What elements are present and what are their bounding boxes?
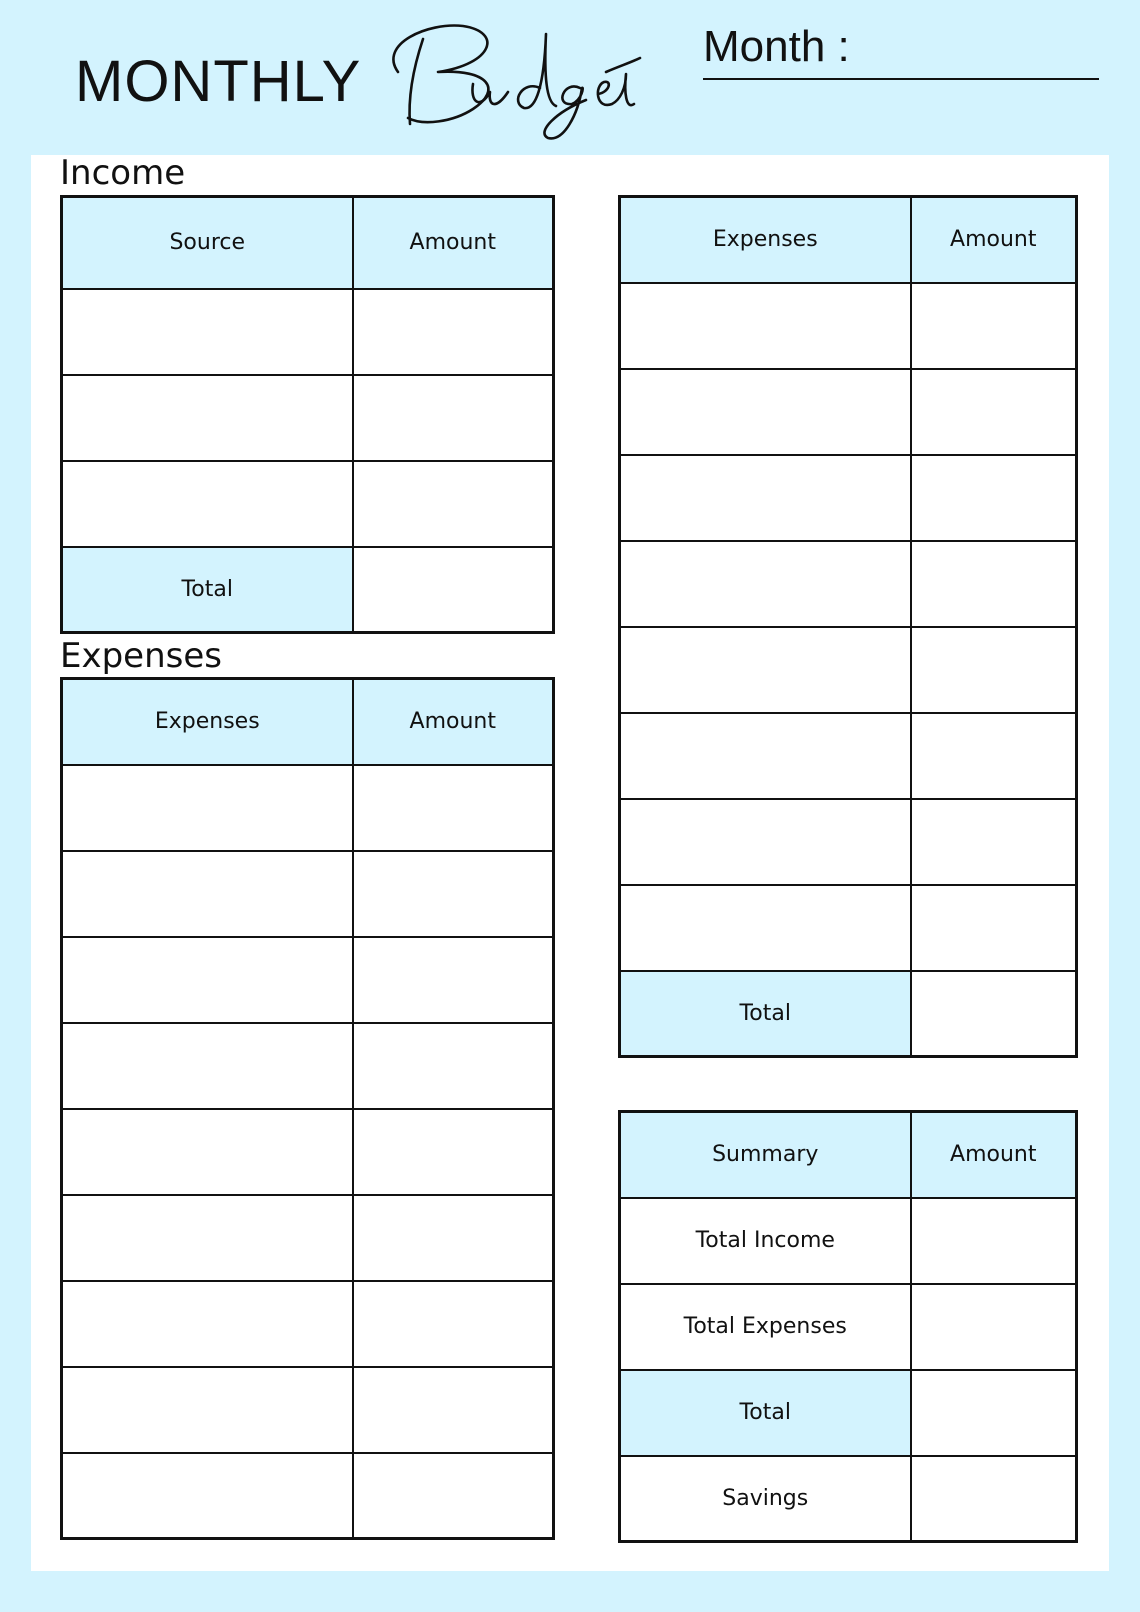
expense-name-cell[interactable] — [620, 885, 911, 971]
expense-name-cell[interactable] — [620, 799, 911, 885]
expense-amount-cell[interactable] — [353, 1281, 554, 1367]
expense-amount-cell[interactable] — [353, 1195, 554, 1281]
summary-savings-label: Savings — [620, 1456, 911, 1542]
expense-amount-cell[interactable] — [353, 1453, 554, 1539]
income-source-cell[interactable] — [62, 289, 353, 375]
expense-name-cell[interactable] — [62, 1367, 353, 1453]
income-total-label: Total — [62, 547, 353, 633]
expense-amount-cell[interactable] — [911, 799, 1077, 885]
expense-name-cell[interactable] — [620, 369, 911, 455]
summary-total-expenses-label: Total Expenses — [620, 1284, 911, 1370]
expense-name-cell[interactable] — [62, 1109, 353, 1195]
expense-name-cell[interactable] — [62, 937, 353, 1023]
income-amount-cell[interactable] — [353, 461, 554, 547]
expense-amount-cell[interactable] — [911, 627, 1077, 713]
income-table — [60, 195, 555, 634]
summary-total-income-amount[interactable] — [911, 1198, 1077, 1284]
expense-amount-cell[interactable] — [911, 885, 1077, 971]
page-title: MONTHLY — [75, 49, 362, 114]
expenses-right-header-expenses: Expenses — [620, 197, 911, 283]
expense-name-cell[interactable] — [620, 713, 911, 799]
expense-name-cell[interactable] — [62, 765, 353, 851]
expense-amount-cell[interactable] — [911, 455, 1077, 541]
expenses-left-header-expenses: Expenses — [62, 679, 353, 765]
expense-amount-cell[interactable] — [911, 713, 1077, 799]
income-section-title: Income — [60, 153, 186, 193]
expense-amount-cell[interactable] — [353, 1367, 554, 1453]
expense-name-cell[interactable] — [62, 1023, 353, 1109]
expense-amount-cell[interactable] — [911, 369, 1077, 455]
income-source-cell[interactable] — [62, 375, 353, 461]
summary-total-label: Total — [620, 1370, 911, 1456]
expenses-section-title: Expenses — [60, 636, 222, 676]
summary-total-expenses-amount[interactable] — [911, 1284, 1077, 1370]
expenses-left-table — [60, 677, 555, 1540]
expense-name-cell[interactable] — [620, 455, 911, 541]
income-amount-cell[interactable] — [353, 289, 554, 375]
expenses-right-header-amount: Amount — [911, 197, 1077, 283]
expense-amount-cell[interactable] — [911, 541, 1077, 627]
expenses-left-header-amount: Amount — [353, 679, 554, 765]
expense-amount-cell[interactable] — [353, 765, 554, 851]
expense-amount-cell[interactable] — [353, 1023, 554, 1109]
expenses-right-table — [618, 195, 1078, 1058]
expenses-right-total-amount[interactable] — [911, 971, 1077, 1057]
income-amount-cell[interactable] — [353, 375, 554, 461]
expense-name-cell[interactable] — [620, 283, 911, 369]
month-input-line[interactable] — [703, 78, 1099, 80]
expense-amount-cell[interactable] — [911, 283, 1077, 369]
expense-amount-cell[interactable] — [353, 851, 554, 937]
budget-script-logo — [368, 14, 643, 144]
month-label: Month : — [703, 22, 850, 71]
expenses-right-total-label: Total — [620, 971, 911, 1057]
expense-name-cell[interactable] — [620, 541, 911, 627]
expense-name-cell[interactable] — [62, 1281, 353, 1367]
summary-header-amount: Amount — [911, 1112, 1077, 1198]
income-header-amount: Amount — [353, 197, 554, 289]
summary-total-income-label: Total Income — [620, 1198, 911, 1284]
expense-amount-cell[interactable] — [353, 1109, 554, 1195]
expense-name-cell[interactable] — [620, 627, 911, 713]
income-total-amount[interactable] — [353, 547, 554, 633]
summary-total-amount[interactable] — [911, 1370, 1077, 1456]
summary-header-summary: Summary — [620, 1112, 911, 1198]
summary-table — [618, 1110, 1078, 1543]
income-source-cell[interactable] — [62, 461, 353, 547]
expense-amount-cell[interactable] — [353, 937, 554, 1023]
expense-name-cell[interactable] — [62, 1195, 353, 1281]
summary-savings-amount[interactable] — [911, 1456, 1077, 1542]
expense-name-cell[interactable] — [62, 1453, 353, 1539]
income-header-source: Source — [62, 197, 353, 289]
expense-name-cell[interactable] — [62, 851, 353, 937]
